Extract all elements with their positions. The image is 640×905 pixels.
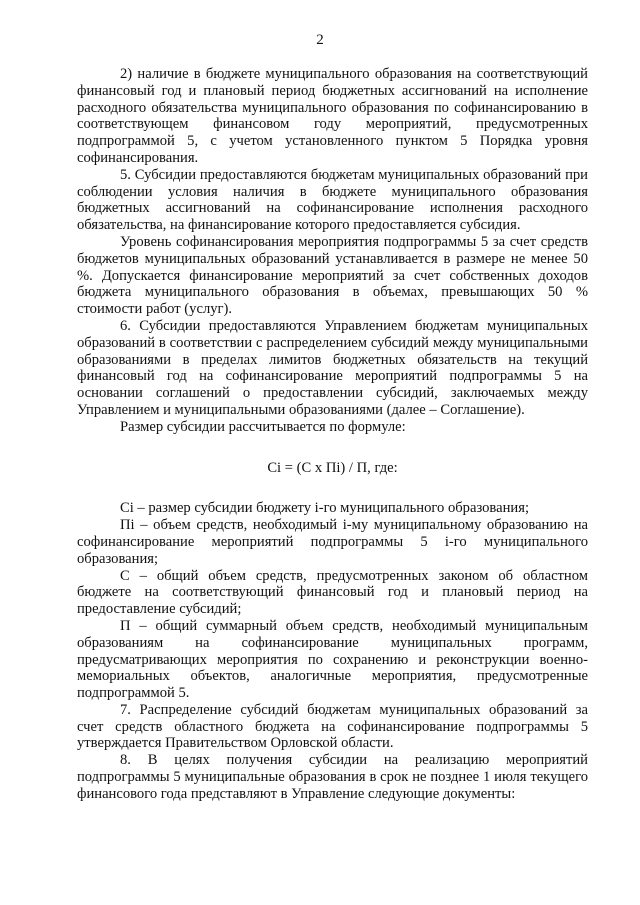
paragraph-item-7: 7. Распределение субсидий бюджетам муниципальных образований за счет средств областного бюджета на софинансирование подпрограммы 5 утверждается Правительством Орловской области. — [77, 701, 588, 752]
paragraph-item-8: 8. В целях получения субсидии на реализацию мероприятий подпрограммы 5 муниципальные образования в срок не позднее 1 июля текущего финансового года представляют в Управление следующие документы: — [77, 752, 588, 802]
document-body — [77, 66, 588, 803]
subsidy-formula: Ci = (C x Пi) / П, где: — [267, 459, 398, 476]
paragraph-formula-intro: Размер субсидии рассчитывается по формуле: — [120, 418, 406, 435]
definition-p: П – общий суммарный объем средств, необходимый муниципальным образованиям на софинансирование муниципальных программ, предусматривающих мероприятия по сохранению и реконструкции военно-мемориальных объектов, аналогичные мероприятия, предусмотренные подпрограммой 5. — [77, 617, 588, 702]
paragraph-item-5: 5. Субсидии предоставляются бюджетам муниципальных образований при соблюдении условия наличия в бюджете муниципального образования бюджетных ассигнований на софинансирование исполнения расходного обязательства, на финансирование которого предоставляется субсидия. — [77, 166, 588, 234]
paragraph-funding-condition: 2) наличие в бюджете муниципального образования на соответствующий финансовый год и плановый период бюджетных ассигнований на исполнение расходного обязательства муниципального образования по софинансированию в соответствующем финансовом году мероприятий, предусмотренных подпрограммой 5, с учетом установленного пунктом 5 Порядка уровня софинансирования. — [77, 66, 588, 166]
paragraph-item-6: 6. Субсидии предоставляются Управлением бюджетам муниципальных образований в соответствии с распределением субсидий между муниципальными образованиями в пределах лимитов бюджетных обязательств на текущий финансовый год на софинансирование мероприятий подпрограммы 5 на основании соглашений о предоставлении субсидий, заключаемых между Управлением и муниципальными образованиями (далее – Соглашение). — [77, 317, 588, 418]
definition-pi: Пi – объем средств, необходимый i-му муниципальному образованию на софинансирование мероприятий подпрограммы 5 i-го муниципального образования; — [77, 517, 588, 567]
definition-c: С – общий объем средств, предусмотренных законом об областном бюджете на соответствующий финансовый год и плановый период на предоставление субсидий; — [77, 567, 588, 618]
page-number: 2 — [316, 32, 324, 48]
definition-ci: Ci – размер субсидии бюджету i-го муниципального образования; — [120, 500, 529, 517]
paragraph-cofinancing-level: Уровень софинансирования мероприятия подпрограммы 5 за счет средств бюджетов муниципальных образований устанавливается в размере не менее 50 %. Допускается финансирование мероприятий за счет собственных доходов бюджета муниципального образования в объемах, превышающих 50 % стоимости работ (услуг). — [77, 233, 588, 318]
